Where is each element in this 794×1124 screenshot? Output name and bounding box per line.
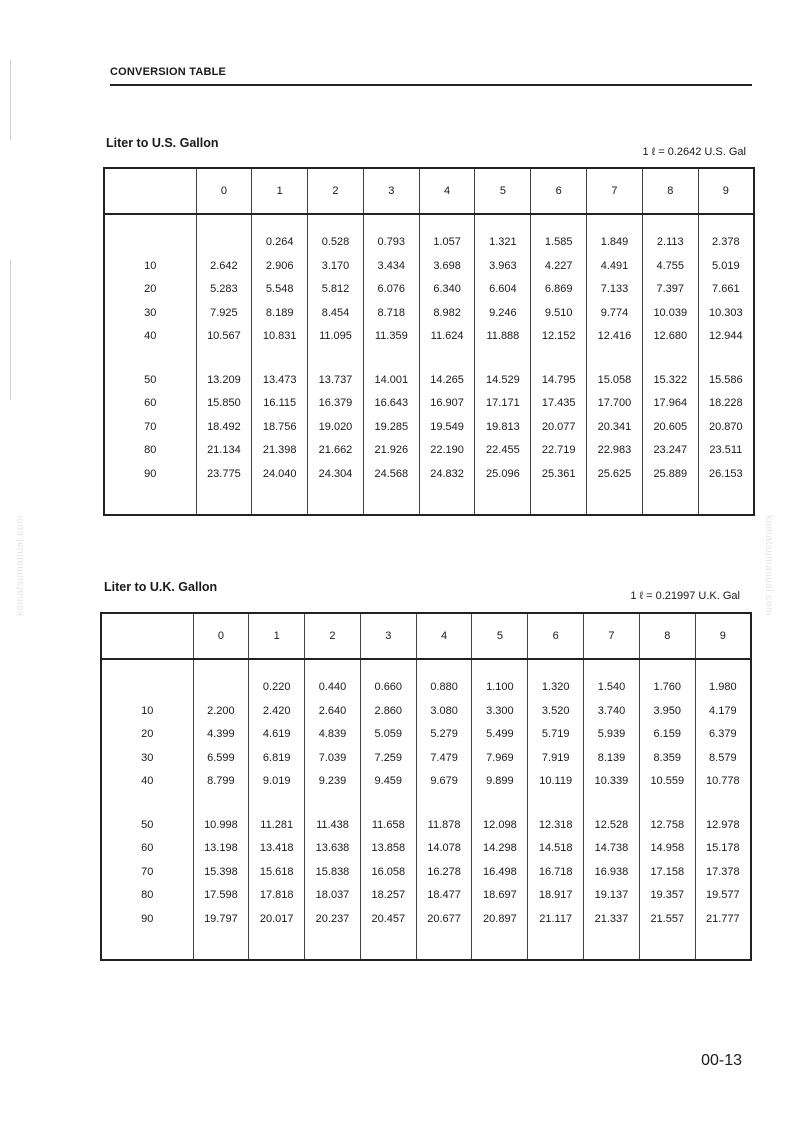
row-label: 10 [141, 704, 154, 717]
row-label: 50 [144, 373, 157, 386]
page-header: CONVERSION TABLE [110, 66, 752, 86]
table-row [101, 794, 751, 838]
table-cell: 16.718 [528, 861, 584, 885]
table-cell: 20.017 [249, 908, 305, 961]
table-cell: 5.548 [252, 278, 308, 302]
table-cell: 3.740 [584, 700, 640, 724]
table-cell: 17.158 [639, 861, 695, 885]
table-cell: 3.950 [639, 700, 695, 724]
column-header: 2 [305, 613, 361, 659]
column-header: 5 [472, 613, 528, 659]
table-cell: 12.152 [531, 325, 587, 349]
table-cell: 22.190 [419, 439, 475, 463]
table-cell: 4.179 [695, 700, 751, 724]
table-cell: 2.200 [193, 700, 249, 724]
table-row [101, 837, 751, 861]
table-cell: 18.257 [360, 884, 416, 908]
table-cell: 12.944 [698, 325, 754, 349]
table-cell: 14.738 [584, 837, 640, 861]
table-cell: 14.958 [639, 837, 695, 861]
table-cell: 21.337 [584, 908, 640, 961]
table-cell: 13.473 [252, 349, 308, 393]
table-cell: 11.624 [419, 325, 475, 349]
table-cell: 20.870 [698, 416, 754, 440]
table-cell: 15.586 [698, 349, 754, 393]
table-cell: 16.907 [419, 392, 475, 416]
table-cell: 18.917 [528, 884, 584, 908]
row-label: 30 [141, 751, 154, 764]
table-cell: 21.557 [639, 908, 695, 961]
header-corner-cell [101, 613, 193, 659]
table-cell: 7.397 [642, 278, 698, 302]
table-cell: 6.869 [531, 278, 587, 302]
table-cell: 1.849 [587, 214, 643, 255]
table-cell: 22.983 [587, 439, 643, 463]
row-label: 20 [141, 728, 154, 741]
table-cell: 19.020 [308, 416, 364, 440]
table-cell: 19.797 [193, 908, 249, 961]
table-row [101, 770, 751, 794]
uk-gallon-factor: 1 ℓ = 0.21997 U.K. Gal [630, 590, 740, 602]
table-cell: 1.585 [531, 214, 587, 255]
table-cell: 2.420 [249, 700, 305, 724]
table-cell: 2.378 [698, 214, 754, 255]
table-cell: 0.528 [308, 214, 364, 255]
table-cell: 21.398 [252, 439, 308, 463]
row-label: 70 [144, 420, 157, 433]
table-cell: 10.831 [252, 325, 308, 349]
column-header: 3 [360, 613, 416, 659]
row-label: 10 [144, 259, 157, 272]
table-cell: 5.499 [472, 723, 528, 747]
table-row [104, 302, 754, 326]
uk-gallon-table [100, 612, 752, 961]
table-cell: 2.640 [305, 700, 361, 724]
table-cell: 13.209 [196, 349, 252, 393]
table-cell: 12.978 [695, 794, 751, 838]
page-number: 00-13 [701, 1052, 742, 1069]
table-cell: 3.434 [363, 255, 419, 279]
table-cell: 9.239 [305, 770, 361, 794]
table-cell: 1.760 [639, 659, 695, 700]
row-label: 90 [141, 912, 154, 925]
table-cell: 11.095 [308, 325, 364, 349]
table-cell: 20.457 [360, 908, 416, 961]
table-cell: 14.529 [475, 349, 531, 393]
table-row [101, 659, 751, 700]
table-cell: 18.756 [252, 416, 308, 440]
table-row [104, 416, 754, 440]
column-header: 9 [695, 613, 751, 659]
table-row [104, 255, 754, 279]
table-row [104, 214, 754, 255]
table-cell: 6.159 [639, 723, 695, 747]
table-cell: 24.832 [419, 463, 475, 516]
table-cell: 16.498 [472, 861, 528, 885]
table-cell: 4.399 [193, 723, 249, 747]
table-cell: 19.813 [475, 416, 531, 440]
table-cell: 7.969 [472, 747, 528, 771]
table-cell: 0.220 [249, 659, 305, 700]
table-cell: 0.793 [363, 214, 419, 255]
table-cell: 12.528 [584, 794, 640, 838]
table-cell: 11.888 [475, 325, 531, 349]
table-cell: 3.963 [475, 255, 531, 279]
table-cell: 6.599 [193, 747, 249, 771]
table-cell: 11.359 [363, 325, 419, 349]
table-cell: 16.379 [308, 392, 364, 416]
table-cell: 25.889 [642, 463, 698, 516]
table-cell: 21.662 [308, 439, 364, 463]
table-cell: 12.416 [587, 325, 643, 349]
table-cell: 12.680 [642, 325, 698, 349]
table-cell: 24.040 [252, 463, 308, 516]
table-cell: 24.304 [308, 463, 364, 516]
table-cell: 7.919 [528, 747, 584, 771]
table-cell: 12.318 [528, 794, 584, 838]
table-cell: 23.511 [698, 439, 754, 463]
table-cell: 14.795 [531, 349, 587, 393]
table-cell: 1.540 [584, 659, 640, 700]
table-row [104, 392, 754, 416]
table-cell: 5.939 [584, 723, 640, 747]
column-header: 7 [587, 168, 643, 214]
table-cell: 15.398 [193, 861, 249, 885]
row-label: 40 [144, 330, 157, 343]
column-header: 8 [642, 168, 698, 214]
row-label [101, 659, 193, 700]
table-cell: 15.178 [695, 837, 751, 861]
table-cell: 5.279 [416, 723, 472, 747]
table-cell: 19.357 [639, 884, 695, 908]
table-cell: 10.339 [584, 770, 640, 794]
table-cell: 10.039 [642, 302, 698, 326]
uk-gallon-title: Liter to U.K. Gallon [104, 580, 218, 594]
table-row [104, 439, 754, 463]
table-cell: 11.438 [305, 794, 361, 838]
table-cell: 14.298 [472, 837, 528, 861]
table-cell: 3.698 [419, 255, 475, 279]
table-cell: 24.568 [363, 463, 419, 516]
table-cell: 14.265 [419, 349, 475, 393]
table-cell: 5.019 [698, 255, 754, 279]
table-cell: 4.491 [587, 255, 643, 279]
table-cell: 25.625 [587, 463, 643, 516]
table-cell: 4.619 [249, 723, 305, 747]
table-cell: 11.658 [360, 794, 416, 838]
table-cell: 8.139 [584, 747, 640, 771]
table-cell: 8.579 [695, 747, 751, 771]
table-cell: 15.850 [196, 392, 252, 416]
table-row [101, 884, 751, 908]
table-cell: 1.321 [475, 214, 531, 255]
row-label: 80 [141, 889, 154, 902]
table-cell: 0.440 [305, 659, 361, 700]
table-cell: 1.320 [528, 659, 584, 700]
table-cell: 11.878 [416, 794, 472, 838]
table-cell: 17.598 [193, 884, 249, 908]
table-cell: 13.198 [193, 837, 249, 861]
table-cell: 23.775 [196, 463, 252, 516]
column-header: 3 [363, 168, 419, 214]
table-cell: 23.247 [642, 439, 698, 463]
table-header-row [101, 613, 751, 659]
table-cell: 17.171 [475, 392, 531, 416]
table-cell: 17.700 [587, 392, 643, 416]
table-cell: 4.755 [642, 255, 698, 279]
table-row [104, 463, 754, 516]
row-label: 60 [144, 397, 157, 410]
table-cell: 10.119 [528, 770, 584, 794]
table-row [101, 908, 751, 961]
table-cell: 20.677 [416, 908, 472, 961]
table-cell: 17.435 [531, 392, 587, 416]
table-cell: 20.077 [531, 416, 587, 440]
table-cell: 8.718 [363, 302, 419, 326]
table-cell: 0.880 [416, 659, 472, 700]
table-cell: 16.643 [363, 392, 419, 416]
table-cell: 15.058 [587, 349, 643, 393]
table-cell: 16.278 [416, 861, 472, 885]
table-cell: 10.303 [698, 302, 754, 326]
table-cell: 8.189 [252, 302, 308, 326]
us-gallon-table [103, 167, 755, 516]
table-cell: 21.117 [528, 908, 584, 961]
table-cell: 2.906 [252, 255, 308, 279]
table-cell: 8.454 [308, 302, 364, 326]
table-cell: 18.492 [196, 416, 252, 440]
column-header: 1 [249, 613, 305, 659]
column-header: 7 [584, 613, 640, 659]
table-cell: 22.455 [475, 439, 531, 463]
table-cell: 9.019 [249, 770, 305, 794]
row-label: 20 [144, 283, 157, 296]
table-cell: 5.719 [528, 723, 584, 747]
table-cell: 25.361 [531, 463, 587, 516]
us-gallon-title: Liter to U.S. Gallon [106, 136, 219, 150]
column-header: 1 [252, 168, 308, 214]
table-cell: 15.838 [305, 861, 361, 885]
table-cell: 5.812 [308, 278, 364, 302]
table-cell: 13.737 [308, 349, 364, 393]
table-cell: 2.642 [196, 255, 252, 279]
table-cell: 2.113 [642, 214, 698, 255]
table-cell: 26.153 [698, 463, 754, 516]
watermark-left: komatsumanual.com [14, 515, 26, 616]
scan-edge-mark-bottom [10, 260, 11, 400]
table-cell: 14.078 [416, 837, 472, 861]
table-cell: 5.283 [196, 278, 252, 302]
table-cell [193, 659, 249, 700]
table-cell: 6.076 [363, 278, 419, 302]
header-corner-cell [104, 168, 196, 214]
table-cell: 16.938 [584, 861, 640, 885]
table-cell: 1.057 [419, 214, 475, 255]
row-label: 30 [144, 306, 157, 319]
table-cell: 20.341 [587, 416, 643, 440]
table-cell: 16.058 [360, 861, 416, 885]
table-cell: 19.285 [363, 416, 419, 440]
column-header: 6 [531, 168, 587, 214]
column-header: 9 [698, 168, 754, 214]
table-cell: 0.660 [360, 659, 416, 700]
row-label: 90 [144, 467, 157, 480]
table-cell: 7.133 [587, 278, 643, 302]
table-cell: 4.227 [531, 255, 587, 279]
table-header-row [104, 168, 754, 214]
table-cell: 1.980 [695, 659, 751, 700]
table-cell: 18.037 [305, 884, 361, 908]
column-header: 4 [419, 168, 475, 214]
column-header: 0 [196, 168, 252, 214]
table-cell: 3.300 [472, 700, 528, 724]
table-cell: 9.459 [360, 770, 416, 794]
column-header: 2 [308, 168, 364, 214]
table-cell: 18.697 [472, 884, 528, 908]
table-row [101, 747, 751, 771]
table-cell: 16.115 [252, 392, 308, 416]
table-cell: 15.322 [642, 349, 698, 393]
table-cell: 7.925 [196, 302, 252, 326]
watermark-right: komatsumanual.com [762, 515, 774, 616]
column-header: 4 [416, 613, 472, 659]
table-cell: 9.679 [416, 770, 472, 794]
table-cell: 6.340 [419, 278, 475, 302]
column-header: 6 [528, 613, 584, 659]
table-cell: 17.964 [642, 392, 698, 416]
row-label: 70 [141, 865, 154, 878]
table-cell: 20.605 [642, 416, 698, 440]
table-cell: 13.638 [305, 837, 361, 861]
table-cell: 21.134 [196, 439, 252, 463]
table-cell: 7.479 [416, 747, 472, 771]
table-cell: 19.577 [695, 884, 751, 908]
table-cell: 17.378 [695, 861, 751, 885]
us-gallon-factor: 1 ℓ = 0.2642 U.S. Gal [642, 146, 746, 158]
table-cell: 14.001 [363, 349, 419, 393]
table-cell: 10.778 [695, 770, 751, 794]
table-cell: 10.559 [639, 770, 695, 794]
table-cell: 13.418 [249, 837, 305, 861]
table-cell: 7.661 [698, 278, 754, 302]
table-cell: 17.818 [249, 884, 305, 908]
table-cell: 18.477 [416, 884, 472, 908]
column-header: 8 [639, 613, 695, 659]
table-cell: 10.998 [193, 794, 249, 838]
table-cell: 2.860 [360, 700, 416, 724]
table-cell: 8.799 [193, 770, 249, 794]
column-header: 5 [475, 168, 531, 214]
table-cell: 9.774 [587, 302, 643, 326]
table-cell: 12.098 [472, 794, 528, 838]
table-cell: 15.618 [249, 861, 305, 885]
table-row [101, 723, 751, 747]
table-cell: 21.926 [363, 439, 419, 463]
table-cell: 25.096 [475, 463, 531, 516]
table-cell: 20.237 [305, 908, 361, 961]
table-cell: 22.719 [531, 439, 587, 463]
table-cell: 6.379 [695, 723, 751, 747]
table-cell: 9.510 [531, 302, 587, 326]
row-label: 80 [144, 444, 157, 457]
table-cell [196, 214, 252, 255]
table-cell: 18.228 [698, 392, 754, 416]
row-label [104, 214, 196, 255]
table-cell: 14.518 [528, 837, 584, 861]
table-cell: 1.100 [472, 659, 528, 700]
table-cell: 13.858 [360, 837, 416, 861]
scan-edge-mark-top [10, 60, 11, 140]
column-header: 0 [193, 613, 249, 659]
table-cell: 0.264 [252, 214, 308, 255]
table-row [104, 278, 754, 302]
table-cell: 12.758 [639, 794, 695, 838]
table-cell: 8.359 [639, 747, 695, 771]
table-cell: 21.777 [695, 908, 751, 961]
row-label: 50 [141, 818, 154, 831]
row-label: 60 [141, 842, 154, 855]
table-cell: 6.604 [475, 278, 531, 302]
table-cell: 9.899 [472, 770, 528, 794]
table-cell: 19.549 [419, 416, 475, 440]
table-cell: 7.259 [360, 747, 416, 771]
table-cell: 3.520 [528, 700, 584, 724]
table-cell: 20.897 [472, 908, 528, 961]
table-cell: 9.246 [475, 302, 531, 326]
table-cell: 5.059 [360, 723, 416, 747]
table-cell: 3.080 [416, 700, 472, 724]
row-label: 40 [141, 775, 154, 788]
table-cell: 8.982 [419, 302, 475, 326]
table-row [104, 325, 754, 349]
table-cell: 7.039 [305, 747, 361, 771]
table-row [101, 861, 751, 885]
table-cell: 10.567 [196, 325, 252, 349]
table-row [104, 349, 754, 393]
table-cell: 3.170 [308, 255, 364, 279]
table-cell: 11.281 [249, 794, 305, 838]
table-cell: 6.819 [249, 747, 305, 771]
table-row [101, 700, 751, 724]
table-cell: 4.839 [305, 723, 361, 747]
table-cell: 19.137 [584, 884, 640, 908]
